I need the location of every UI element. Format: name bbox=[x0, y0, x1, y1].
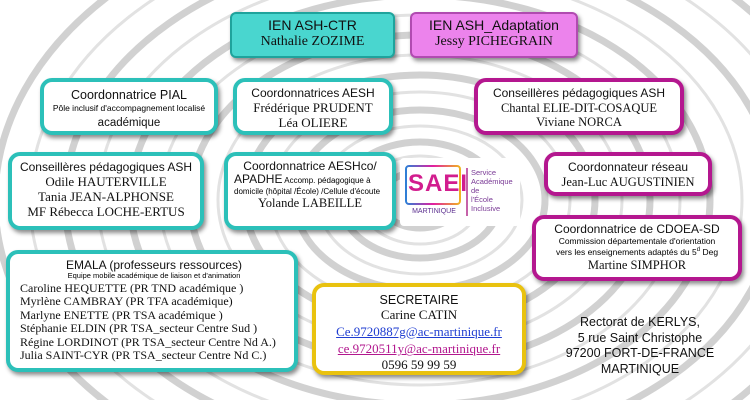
emala-box bbox=[6, 250, 298, 372]
reseau-box bbox=[544, 152, 712, 196]
emala-title: EMALA (professeurs ressources) bbox=[65, 258, 243, 272]
apadhe-name: Yolande LABEILLE bbox=[258, 196, 362, 211]
ien-adaptation-box bbox=[410, 12, 578, 58]
cp-ash-right-name-2: Viviane NORCA bbox=[536, 115, 622, 130]
apadhe-box bbox=[224, 152, 396, 230]
emala-member-6: Julia SAINT-CYR (PR TSA_secteur Centre Nd C.) bbox=[20, 348, 267, 363]
cdoea-desc-1: Commission départementale d'orientation bbox=[558, 236, 716, 247]
address-line-1: Rectorat de KERLYS, bbox=[580, 315, 700, 329]
secretaire-name: Carine CATIN bbox=[380, 307, 458, 322]
cdoea-desc-2: vers les enseignements adaptés du 5 bbox=[555, 246, 697, 257]
aesh-title: Coordonnatrices AESH bbox=[251, 86, 375, 100]
secretaire-phone: 0596 59 99 59 bbox=[381, 357, 457, 373]
cp-ash-left-box bbox=[8, 152, 204, 230]
reseau-name: Jean-Luc AUGUSTINIEN bbox=[561, 175, 695, 190]
cp-ash-left-name-1: Odile HAUTERVILLE bbox=[45, 174, 167, 190]
cdoea-desc-2-block bbox=[536, 247, 738, 257]
pial-box bbox=[40, 78, 218, 135]
saei-letters: SAEI bbox=[408, 170, 469, 197]
saei-line-3: l'École bbox=[471, 195, 493, 204]
cp-ash-left-title: Conseillères pédagogiques ASH bbox=[19, 160, 193, 174]
emala-member-1: Caroline HEQUETTE (PR TND académique ) bbox=[20, 280, 244, 295]
saei-line-1: Service bbox=[471, 168, 497, 177]
ien-ctr-box bbox=[230, 12, 395, 58]
address-line-4: MARTINIQUE bbox=[600, 361, 680, 376]
ien-ctr-name: Nathalie ZOZIME bbox=[260, 33, 365, 49]
cdoea-desc-3: Deg bbox=[700, 246, 719, 257]
saei-line-4: Inclusive bbox=[471, 204, 501, 213]
secretaire-email-2[interactable]: ce.9720511y@ac-martinique.fr bbox=[337, 341, 501, 357]
cdoea-box bbox=[532, 215, 742, 281]
apadhe-desc-block bbox=[234, 173, 386, 196]
pial-extra: académique bbox=[97, 116, 161, 129]
emala-subtitle: Equipe mobile académique de liaison et d'animation bbox=[67, 271, 241, 281]
emala-member-2: Myrlène CAMBRAY (PR TFA académique) bbox=[20, 294, 233, 309]
saei-service-text bbox=[471, 168, 521, 213]
saei-logo bbox=[400, 158, 520, 226]
ien-ctr-title: IEN ASH-CTR bbox=[268, 17, 357, 33]
apadhe-title-1: Coordonnatrice AESHco/ bbox=[243, 159, 377, 173]
cp-ash-right-title: Conseillères pédagogiques ASH bbox=[492, 86, 666, 100]
cdoea-name: Martine SIMPHOR bbox=[587, 258, 687, 273]
cdoea-desc-sup: d bbox=[696, 246, 701, 253]
aesh-name-2: Léa OLIERE bbox=[278, 114, 348, 130]
secretaire-email-1[interactable]: Ce.9720887g@ac-martinique.fr bbox=[336, 323, 502, 339]
ien-adaptation-title: IEN ASH_Adaptation bbox=[429, 17, 559, 33]
reseau-title: Coordonnateur réseau bbox=[567, 160, 689, 174]
address-line-2: 5 rue Saint Christophe bbox=[577, 330, 703, 345]
cdoea-title: Coordonnatrice de CDOEA-SD bbox=[554, 222, 720, 236]
apadhe-desc: Accomp. pédagogique à domicile (hôpital /École) /Cellule d'écoute bbox=[234, 176, 381, 197]
saei-sub: MARTINIQUE bbox=[412, 208, 456, 215]
cp-ash-left-name-3: MF Rébecca LOCHE-ERTUS bbox=[27, 203, 185, 219]
secretaire-box bbox=[312, 283, 526, 375]
secretaire-title: SECRETAIRE bbox=[379, 293, 459, 307]
cp-ash-right-box bbox=[474, 78, 684, 135]
pial-subtitle: Pôle inclusif d'accompagnement localisé bbox=[52, 103, 206, 113]
emala-member-3: Marlyne ENETTE (PR TSA académique ) bbox=[20, 307, 223, 322]
emala-member-4: Stéphanie ELDIN (PR TSA_secteur Centre Sud ) bbox=[20, 321, 258, 336]
saei-line-2: Académique de bbox=[471, 177, 513, 195]
pial-title: Coordonnatrice PIAL bbox=[70, 88, 188, 102]
address-line-3: 97200 FORT-DE-FRANCE bbox=[565, 346, 715, 361]
cp-ash-left-name-2: Tania JEAN-ALPHONSE bbox=[38, 188, 174, 204]
emala-member-5: Régine LORDINOT (PR TSA_secteur Centre Nd A.) bbox=[20, 334, 276, 349]
aesh-box bbox=[233, 78, 393, 135]
aesh-name-1: Frédérique PRUDENT bbox=[253, 100, 373, 116]
rectorat-address bbox=[560, 315, 720, 378]
cp-ash-right-name-1: Chantal ELIE-DIT-COSAQUE bbox=[500, 101, 658, 116]
apadhe-title-2: APADHE bbox=[234, 172, 283, 187]
ien-adaptation-name: Jessy PICHEGRAIN bbox=[435, 33, 553, 49]
